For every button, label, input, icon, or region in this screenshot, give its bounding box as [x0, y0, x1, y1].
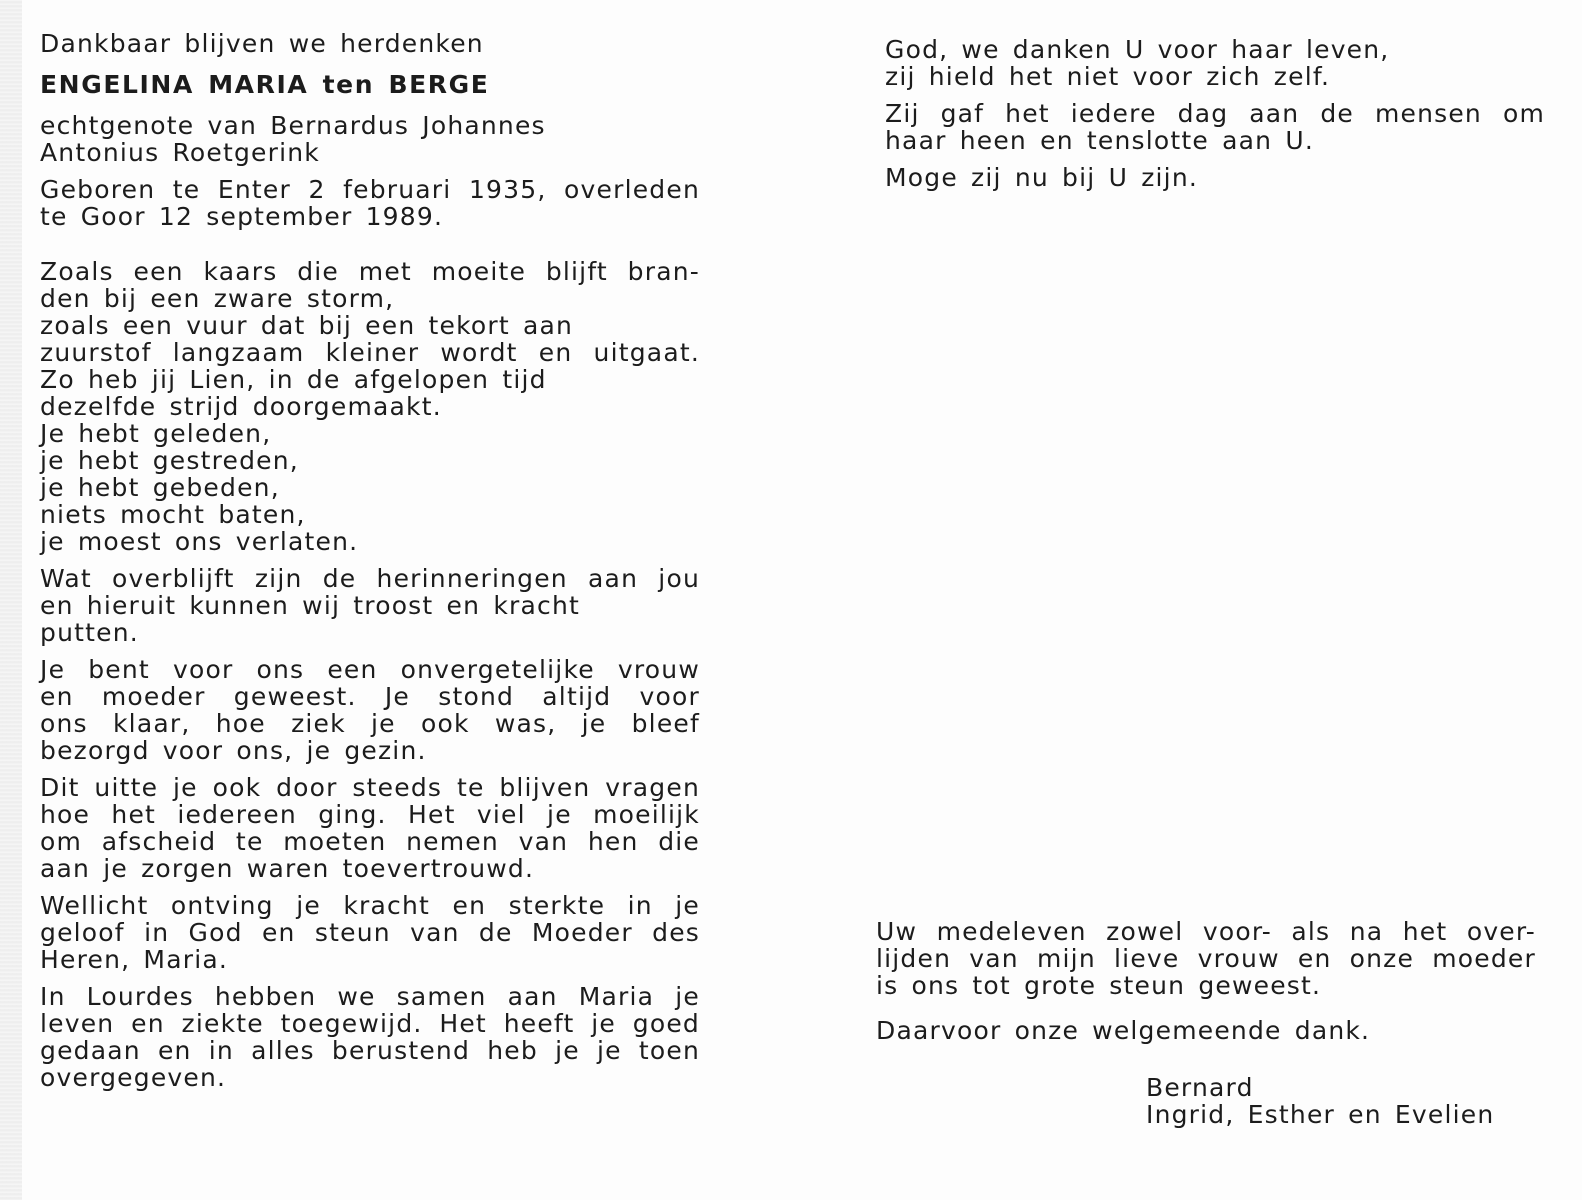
poem-line: niets mocht baten,	[40, 500, 306, 529]
birth-line: Geboren te Enter 2 februari 1935, overleden	[40, 175, 700, 204]
paragraph-line: Je bent voor ons een onvergetelijke vrouw	[40, 655, 700, 684]
thanks-line: Uw medeleven zowel voor- als na het over-	[876, 917, 1536, 946]
prayer-line: Moge zij nu bij U zijn.	[885, 163, 1199, 192]
poem-line: dezelfde strijd doorgemaakt.	[40, 392, 442, 421]
signature-line: Ingrid, Esther en Evelien	[1146, 1100, 1495, 1129]
poem-line: je hebt gebeden,	[40, 473, 280, 502]
paragraph-mother	[40, 656, 700, 764]
paragraph-line: om afscheid te moeten nemen van hen die	[40, 827, 700, 856]
thanks-line: is ons tot grote steun geweest.	[876, 971, 1322, 1000]
birth-block	[40, 176, 700, 230]
paragraph-line: In Lourdes hebben we samen aan Maria je	[40, 982, 700, 1011]
paragraph-line: ons klaar, hoe ziek je ook was, je bleef	[40, 709, 700, 738]
paragraph-line: overgegeven.	[40, 1063, 227, 1092]
thanks-paragraph	[876, 1017, 1536, 1044]
thanks-block	[876, 918, 1536, 1044]
paragraph-line: Wat overblijft zijn de herinneringen aan jou	[40, 564, 700, 593]
scan-edge	[0, 0, 22, 1200]
prayer-line: zij hield het niet voor zich zelf.	[885, 62, 1331, 91]
prayer-line: haar heen en tenslotte aan U.	[885, 126, 1314, 155]
poem-line: je moest ons verlaten.	[40, 527, 359, 556]
poem-block	[40, 258, 700, 555]
paragraph-line: Dit uitte je ook door steeds te blijven vragen	[40, 773, 700, 802]
paragraph-line: putten.	[40, 618, 139, 647]
paragraph-line: bezorgd voor ons, je gezin.	[40, 736, 427, 765]
left-column	[40, 30, 700, 1091]
thanks-line: Daarvoor onze welgemeende dank.	[876, 1016, 1371, 1045]
paragraph-lourdes	[40, 983, 700, 1091]
prayer-paragraph	[885, 164, 1545, 191]
birth-line: te Goor 12 september 1989.	[40, 202, 444, 231]
spouse-line: Antonius Roetgerink	[40, 138, 320, 167]
deceased-name: ENGELINA MARIA ten BERGE	[40, 70, 490, 99]
poem-line: Je hebt geleden,	[40, 419, 272, 448]
paragraph-line: en hieruit kunnen wij troost en kracht	[40, 591, 580, 620]
paragraph-faith	[40, 892, 700, 973]
prayer-line: Zij gaf het iedere dag aan de mensen om	[885, 99, 1545, 128]
signature-line: Bernard	[1146, 1073, 1254, 1102]
poem-line: Zoals een kaars die met moeite blijft bran-	[40, 257, 700, 286]
paragraph-line: aan je zorgen waren toevertrouwd.	[40, 854, 535, 883]
spouse-block	[40, 112, 700, 166]
paragraph-line: Heren, Maria.	[40, 945, 229, 974]
signature-block	[1146, 1074, 1494, 1128]
paragraph-line: geloof in God en steun van de Moeder des	[40, 918, 700, 947]
poem-line: zuurstof langzaam kleiner wordt en uitgaat.	[40, 338, 700, 367]
paragraph-farewell	[40, 774, 700, 882]
paragraph-line: hoe het iedereen ging. Het viel je moeilijk	[40, 800, 700, 829]
poem-line: zoals een vuur dat bij een tekort aan	[40, 311, 574, 340]
paragraph-memories	[40, 565, 700, 646]
prayer-block	[885, 36, 1545, 191]
paragraph-line: leven en ziekte toegewijd. Het heeft je goed	[40, 1009, 700, 1038]
spouse-line: echtgenote van Bernardus Johannes	[40, 111, 546, 140]
prayer-line: God, we danken U voor haar leven,	[885, 35, 1390, 64]
prayer-paragraph	[885, 100, 1545, 154]
poem-line: Zo heb jij Lien, in de afgelopen tijd	[40, 365, 547, 394]
paragraph-line: Wellicht ontving je kracht en sterkte in je	[40, 891, 700, 920]
thanks-line: lijden van mijn lieve vrouw en onze moeder	[876, 944, 1536, 973]
paragraph-line: en moeder geweest. Je stond altijd voor	[40, 682, 700, 711]
poem-line: je hebt gestreden,	[40, 446, 299, 475]
paragraph-line: gedaan en in alles berustend heb je je toen	[40, 1036, 700, 1065]
intro-line: Dankbaar blijven we herdenken	[40, 29, 484, 58]
poem-line: den bij een zware storm,	[40, 284, 395, 313]
